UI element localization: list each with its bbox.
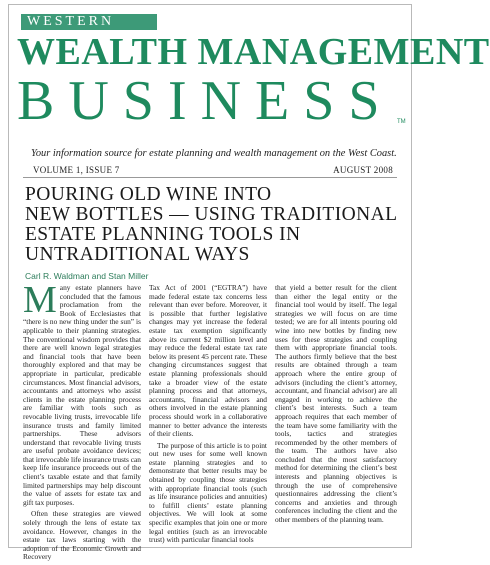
headline-line: UNTRADITIONAL WAYS	[25, 244, 250, 265]
headline-line: POURING OLD WINE INTO	[25, 184, 272, 205]
masthead-title: WEALTH MANAGEMENT	[17, 31, 490, 73]
article-byline: Carl R. Waldman and Stan Miller	[25, 271, 149, 281]
masthead-divider	[23, 177, 397, 178]
paragraph: that yield a better result for the client than either the legal entity or the financial tool would by itself. The legal strategies we will focus on are time tested; we are for all intents pouring old wine into new bottles by finding new uses for these strategies and coupling them with appropriate financial tools. The authors firmly believe that the best results are obtained through a team approach where the entire group of advisors (including the client’s attorney, accountant, and financial advisor) are all engaged in working to achieve the client’s best interests. Such a team approach requires that each member of the team have some familiarity with the tools, tactics and strategies recommended by the other members of the team. The authors have also concluded that the most satisfactory method for determining the client’s best interests and planning objectives is through the use of comprehensive questionnaires addressing the client’s concerns and anxieties and through conferences including the client and the other members of the planning team.	[275, 283, 397, 525]
headline-line: NEW BOTTLES — USING TRADITIONAL	[25, 204, 398, 225]
trademark-mark: TM	[397, 119, 406, 125]
article-column-2	[149, 284, 267, 548]
masthead-subtitle: BUSINESS	[17, 70, 394, 132]
article-headline	[25, 185, 405, 265]
volume-issue: VOLUME 1, ISSUE 7	[33, 165, 120, 175]
paragraph: The purpose of this article is to point out new uses for some well known estate planning strategies and to demonstrate that better results may be obtained by coupling those strategies with appropriate financial tools (such as life insurance policies and annuities) to fulfill clients’ estate planning objectives. We will look at some specific examples that join one or more legal entities (such as an irrevocable trust) with particular financial tools	[149, 440, 267, 545]
drop-cap: M	[23, 279, 57, 321]
headline-line: ESTATE PLANNING TOOLS IN	[25, 224, 301, 245]
paragraph: Often these strategies are viewed solely through the lens of estate tax avoidance. However, changes in the estate tax laws starting with the adoption of the Economic Growth and Recovery	[23, 509, 141, 562]
article-column-3	[275, 284, 397, 528]
issue-date: AUGUST 2008	[333, 165, 393, 175]
paragraph: Many estate planners have concluded that the famous proclamation from the Book of Ecclesiastes that “there is no new thing under the sun” is applicable to their planning strategies. The conventional wisdom provides that there are well known legal strategies and financial tools that have been thoroughly explored and that may be appropriate in particular, predicable circumstances. Most financial advisors, accountants and attorneys who assist clients in the estate planning process are familiar with tools such as revocable living trusts, irrevocable life insurance trusts and family limited partnerships. These advisors understand that revocable living trusts are useful probate avoidance devices; that irrevocable life insurance trusts can keep life insurance proceeds out of the client’s taxable estate and that family limited partnerships may help discount the value of assets for estate tax and gift tax purposes.	[23, 279, 141, 507]
magazine-page	[8, 4, 490, 562]
region-label: WESTERN	[27, 14, 115, 29]
article-column-1	[23, 279, 141, 565]
paragraph: Tax Act of 2001 (“EGTRA”) have made federal estate tax concerns less relevant than ever before. Moreover, it is possible that further legislative changes may yet increase the federal estate tax exemption significantly above its current $2 million level and may reduce the federal estate tax rate below its present 45 percent rate. These changing circumstances suggest that estate planning professionals should take a broader view of the estate planning process and that attorneys, accountants, financial advisors and others involved in the estate planning process should work in a collaborative manner to better advance the interests of their clients.	[149, 283, 267, 439]
tagline: Your information source for estate planning and wealth management on the West Coast.	[31, 148, 397, 159]
